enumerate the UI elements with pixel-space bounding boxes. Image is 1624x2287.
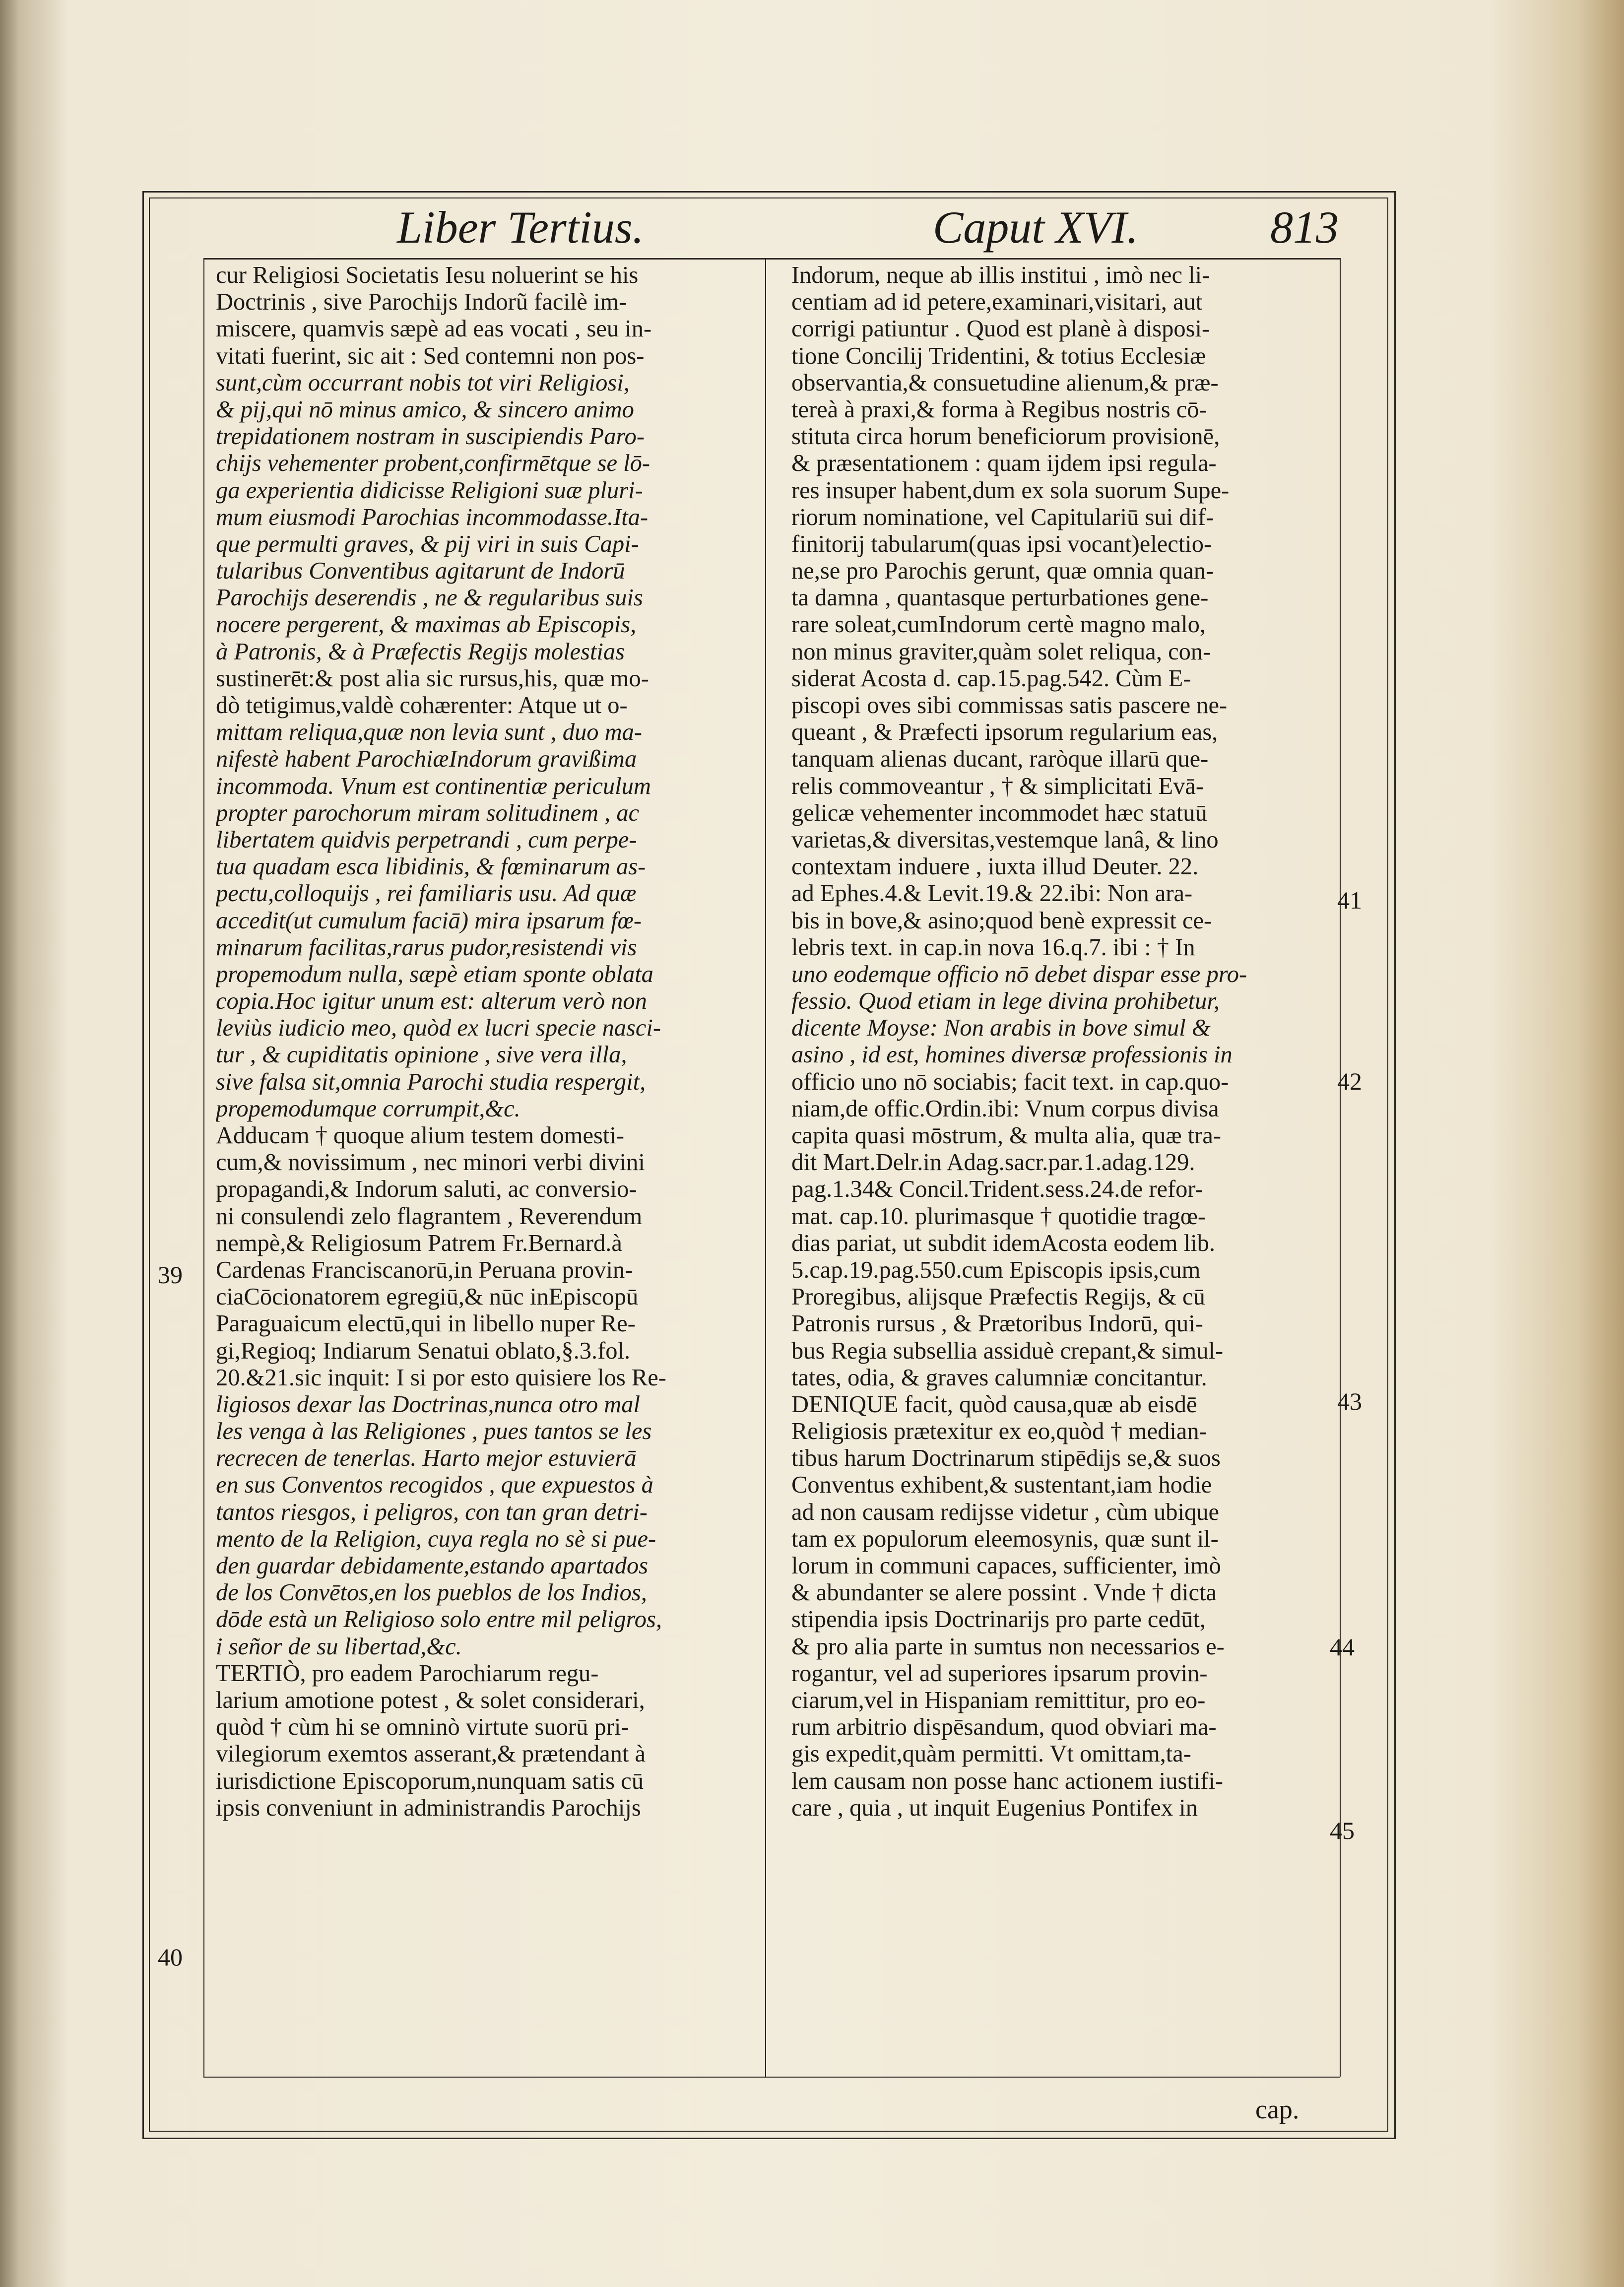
text-line: Indorum, neque ab illis institui , imò nec li- — [791, 262, 1210, 288]
text-line: tam ex populorum eleemosynis, quæ sunt il- — [791, 1525, 1219, 1552]
text-line: & præsentationem : quam ijdem ipsi regula- — [791, 450, 1217, 477]
text-line: riorum nominatione, vel Capitulariū sui dif- — [791, 504, 1214, 530]
text-line: siderat Acosta d. cap.15.pag.542. Cùm E- — [791, 665, 1191, 692]
text-line: cum,& novissimum , nec minori verbi divini — [216, 1149, 645, 1176]
margin-number-42: 42 — [1337, 1067, 1362, 1095]
text-line: de los Convētos,en los pueblos de los Indios, — [216, 1579, 647, 1606]
text-line: officio uno nō sociabis; facit text. in cap.quo- — [791, 1068, 1229, 1095]
text-line: ta damna , quantasque perturbationes gene- — [791, 585, 1209, 611]
text-line: ni consulendi zelo flagrantem , Reverendum — [216, 1203, 643, 1230]
text-line: ad non causam redijsse videtur , cùm ubique — [791, 1499, 1219, 1525]
text-line: les venga à las Religiones , pues tantos se les — [216, 1418, 652, 1445]
text-line: asino , id est, homines diversæ professionis in — [791, 1042, 1233, 1068]
text-line: sive falsa sit,omnia Parochi studia respergit, — [216, 1068, 646, 1095]
text-line: sustinerēt:& post alia sic rursus,his, quæ mo- — [216, 665, 649, 692]
text-line: miscere, quamvis sæpè ad eas vocati , seu in- — [216, 316, 652, 342]
bottom-rule — [203, 2077, 1340, 2078]
text-line: pectu,colloquijs , rei familiaris usu. Ad quæ — [216, 880, 637, 907]
text-line: DENIQUE facit, quòd causa,quæ ab eisdē — [791, 1391, 1197, 1418]
margin-number-41: 41 — [1337, 886, 1362, 914]
margin-number-44: 44 — [1330, 1633, 1355, 1661]
text-line: ga experientia didicisse Religioni suæ pluri- — [216, 477, 643, 504]
text-line: vilegiorum exemtos asserant,& prætendant à — [216, 1741, 646, 1767]
text-line: Patronis rursus , & Prætoribus Indorū, qui- — [791, 1310, 1203, 1337]
text-line: incommoda. Vnum est continentiæ periculum — [216, 773, 651, 799]
text-line: iurisdictione Episcoporum,nunquam satis cū — [216, 1767, 644, 1794]
text-line: propemodum nulla, sæpè etiam sponte oblata — [216, 961, 653, 987]
margin-number-43: 43 — [1337, 1387, 1362, 1415]
text-line: dit Mart.Delr.in Adag.sacr.par.1.adag.129. — [791, 1149, 1195, 1176]
text-line: Proregibus, alijsque Præfectis Regijs, & cū — [791, 1284, 1205, 1310]
text-line: copia.Hoc igitur unum est: alterum verò non — [216, 988, 647, 1015]
text-line: propagandi,& Indorum saluti, ac conversio- — [216, 1176, 637, 1203]
text-line: dias pariat, ut subdit idemAcosta eodem lib. — [791, 1230, 1215, 1256]
text-line: Doctrinis , sive Parochijs Indorũ facilè im- — [216, 289, 627, 316]
text-line: ciarum,vel in Hispaniam remittitur, pro eo- — [791, 1687, 1206, 1713]
text-line: ligiosos dexar las Doctrinas,nunca otro mal — [216, 1391, 641, 1418]
text-line: gelicæ vehementer incommodet hæc statuū — [791, 799, 1207, 826]
margin-number-40: 40 — [158, 1943, 183, 1971]
text-line: mum eiusmodi Parochias incommodasse.Ita- — [216, 504, 649, 530]
text-line: leviùs iudicio meo, quòd ex lucri specie nasci- — [216, 1015, 661, 1042]
text-line: tibus harum Doctrinarum stipēdijs se,& suos — [791, 1445, 1221, 1472]
text-line: varietas,& diversitas,vestemque lanâ, & lino — [791, 826, 1219, 853]
text-line: lorum in communi capaces, sufficienter, imò — [791, 1553, 1221, 1579]
text-line: & abundanter se alere possint . Vnde † dicta — [791, 1579, 1217, 1606]
text-line: accedit(ut cumulum faciā) mira ipsarum fœ- — [216, 907, 642, 934]
text-line: bus Regia subsellia assiduè crepant,& simul- — [791, 1337, 1224, 1364]
text-line: 5.cap.19.pag.550.cum Episcopis ipsis,cum — [791, 1256, 1201, 1283]
text-line: centiam ad id petere,examinari,visitari, aut — [791, 289, 1203, 316]
text-line: ne,se pro Parochis gerunt, quæ omnia quan- — [791, 558, 1214, 585]
text-line: chijs vehementer probent,confirmētque se lō- — [216, 450, 650, 477]
text-line: tione Concilij Tridentini, & totius Ecclesiæ — [791, 342, 1206, 369]
text-line: corrigi patiuntur . Quod est planè à disposi- — [791, 316, 1210, 342]
text-line: tanquam alienas ducant, raròque illarū que- — [791, 746, 1209, 773]
text-line: minarum facilitas,rarus pudor,resistendi vis — [216, 934, 637, 961]
running-head-left: Liber Tertius. — [397, 202, 644, 253]
text-line: relis commoveantur , † & simplicitati Evā- — [791, 773, 1204, 799]
text-line: & pro alia parte in sumtus non necessarios e- — [791, 1633, 1225, 1660]
text-line: nocere pergerent, & maximas ab Episcopis, — [216, 611, 637, 638]
text-line: bis in bove,& asino;quod benè expressit ce- — [791, 907, 1212, 934]
text-line: trepidationem nostram in suscipiendis Paro- — [216, 423, 645, 450]
text-line: tur , & cupiditatis opinione , sive vera illa, — [216, 1042, 627, 1068]
left-column-rule — [203, 258, 204, 2077]
text-line: contextam induere , iuxta illud Deuter. 22. — [791, 853, 1199, 880]
text-line: res insuper habent,dum ex sola suorum Supe- — [791, 477, 1230, 504]
text-line: libertatem quidvis perpetrandi , cum perpe- — [216, 826, 637, 853]
text-line: rare soleat,cumIndorum certè magno malo, — [791, 611, 1206, 638]
text-line: finitorij tabularum(quas ipsi vocant)electio- — [791, 530, 1212, 557]
text-line: tantos riesgos, i peligros, con tan gran detri- — [216, 1499, 648, 1525]
running-head-chapter: Caput XVI. — [933, 202, 1138, 253]
text-line: niam,de offic.Ordin.ibi: Vnum corpus divisa — [791, 1095, 1219, 1122]
text-line: gis expedit,quàm permitti. Vt omittam,ta- — [791, 1741, 1191, 1767]
text-line: à Patronis, & à Præfectis Regijs molestias — [216, 638, 625, 665]
text-line: dicente Moyse: Non arabis in bove simul & — [791, 1015, 1211, 1042]
text-line: tates, odia, & graves calumniæ concitantur. — [791, 1364, 1207, 1391]
text-line: Parochijs deserendis , ne & regularibus suis — [216, 585, 643, 611]
text-line: fessio. Quod etiam in lege divina prohibetur, — [791, 988, 1220, 1015]
text-line: nifestè habent ParochiæIndorum gravißima — [216, 746, 637, 773]
text-line: mento de la Religion, cuya regla no sè si pue- — [216, 1525, 656, 1552]
text-line: capita quasi mōstrum, & multa alia, quæ tra- — [791, 1122, 1222, 1149]
text-line: cur Religiosi Societatis Iesu noluerint se his — [216, 262, 639, 288]
text-line: tularibus Conventibus agitarunt de Indorū — [216, 558, 625, 585]
text-line: non minus graviter,quàm solet reliqua, con- — [791, 638, 1211, 665]
text-line: 20.&21.sic inquit: I si por esto quisiere los Re- — [216, 1364, 666, 1391]
text-line: Adducam † quoque alium testem domesti- — [216, 1122, 624, 1149]
page-number: 813 — [1270, 202, 1339, 253]
text-line: care , quia , ut inquit Eugenius Pontifex in — [791, 1794, 1198, 1821]
text-line: rum arbitrio dispēsandum, quod obviari ma- — [791, 1714, 1217, 1741]
text-line: uno eodemque officio nō debet dispar esse pro- — [791, 961, 1247, 987]
text-line: TERTIÒ, pro eadem Parochiarum regu- — [216, 1660, 599, 1687]
text-line: Cardenas Franciscanorū,in Peruana provin- — [216, 1256, 633, 1283]
text-line: nempè,& Religiosum Patrem Fr.Bernard.à — [216, 1230, 622, 1256]
left-text-column — [216, 262, 757, 1822]
text-line: en sus Conventos recogidos , que expuestos à — [216, 1472, 653, 1499]
text-line: Conventus exhibent,& sustentant,iam hodie — [791, 1472, 1212, 1499]
text-line: quòd † cùm hi se omninò virtute suorū pri- — [216, 1714, 629, 1741]
text-line: mat. cap.10. plurimasque † quotidie tragœ- — [791, 1203, 1206, 1230]
text-line: queant , & Præfecti ipsorum regularium eas, — [791, 719, 1218, 746]
text-line: gi,Regioq; Indiarum Senatui oblato,§.3.fol. — [216, 1337, 631, 1364]
text-line: lebris text. in cap.in nova 16.q.7. ibi : † In — [791, 934, 1195, 961]
margin-number-39: 39 — [158, 1261, 183, 1289]
text-line: pag.1.34& Concil.Trident.sess.24.de refor- — [791, 1176, 1203, 1203]
text-line: lem causam non posse hanc actionem iustifi- — [791, 1767, 1224, 1794]
text-line: rogantur, vel ad superiores ipsarum provin- — [791, 1660, 1208, 1687]
text-line: propemodumque corrumpit,&c. — [216, 1095, 520, 1122]
margin-number-45: 45 — [1330, 1817, 1355, 1844]
text-line: mittam reliqua,quæ non levia sunt , duo ma- — [216, 719, 643, 746]
text-line: larium amotione potest , & solet considerari, — [216, 1687, 645, 1713]
text-line: Paraguaicum electū,qui in libello nuper Re- — [216, 1310, 636, 1337]
right-text-column — [791, 262, 1330, 1822]
text-line: dōde està un Religioso solo entre mil peligros, — [216, 1606, 662, 1633]
text-line: tereà à praxi,& forma à Regibus nostris cō- — [791, 396, 1207, 423]
text-line: stipendia ipsis Doctrinarijs pro parte cedūt, — [791, 1606, 1206, 1633]
text-line: den guardar debidamente,estando apartados — [216, 1553, 649, 1579]
text-line: ad Ephes.4.& Levit.19.& 22.ibi: Non ara- — [791, 880, 1193, 907]
text-line: i señor de su libertad,&c. — [216, 1633, 462, 1660]
text-line: recrecen de tenerlas. Harto mejor estuvierā — [216, 1445, 637, 1472]
text-line: sunt,cùm occurrant nobis tot viri Religiosi, — [216, 369, 630, 396]
text-line: tua quadam esca libidinis, & fœminarum as- — [216, 853, 646, 880]
text-line: propter parochorum miram solitudinem , ac — [216, 799, 640, 826]
text-line: & pij,qui nō minus amico, & sincero animo — [216, 396, 634, 423]
text-line: piscopi oves sibi commissas satis pascere ne- — [791, 692, 1228, 719]
header-rule — [203, 258, 1340, 260]
text-line: stituta circa horum beneficiorum provisionē, — [791, 423, 1220, 450]
text-line: Religiosis prætexitur ex eo,quòd † median- — [791, 1418, 1207, 1445]
text-line: ipsis conveniunt in administrandis Parochijs — [216, 1794, 641, 1821]
text-line: vitati fuerint, sic ait : Sed contemni non pos- — [216, 342, 645, 369]
text-line: observantia,& consuetudine alienum,& præ- — [791, 369, 1219, 396]
text-line: que permulti graves, & pij viri in suis Capi- — [216, 530, 639, 557]
text-line: ciaCōcionatorem egregiū,& nūc inEpiscopū — [216, 1284, 639, 1310]
column-divider — [765, 258, 766, 2077]
catchword: cap. — [1255, 2094, 1299, 2124]
text-line: dò tetigimus,valdè cohærenter: Atque ut o- — [216, 692, 628, 719]
right-column-rule — [1340, 258, 1341, 2077]
